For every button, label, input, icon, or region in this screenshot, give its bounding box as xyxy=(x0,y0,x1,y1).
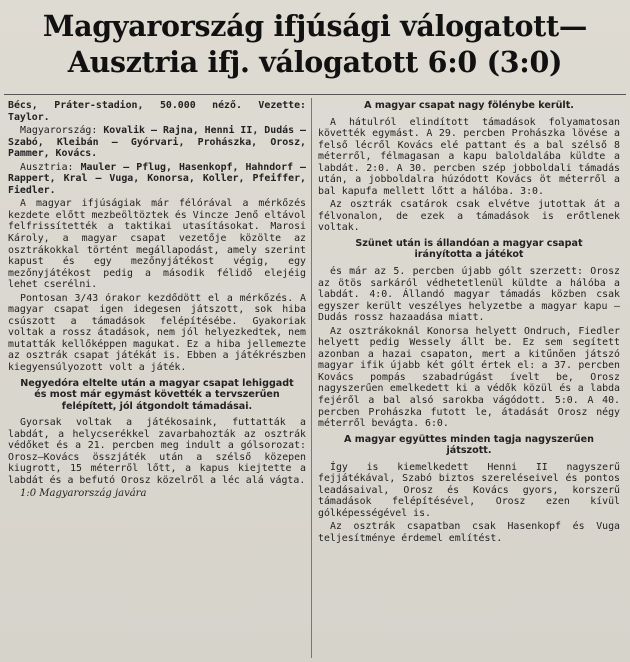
austria-lineup xyxy=(8,162,306,197)
match-venue: Bécs, Práter-stadion, 50.000 néző. Vezette: Taylor. xyxy=(8,100,306,123)
article-paragraph: Így is kiemelkedett Henni II nagyszerű fejjátékával, Szabó biztos szereléseivel és pontos leadásaival, Orosz és Kovács gyors, korszerű támadások felépítésével, Orosz ezen kívül gólképességével is. xyxy=(318,461,620,519)
hungary-players: Kovalik — Rajna, Henni II, Dudás — Szabó, Kleibán — Gyórvari, Prohászka, Orosz, Pammer, Kovács. xyxy=(8,125,307,160)
article-paragraph: Az osztrákoknál Konorsa helyett Ondruch, Fiedler helyett pedig Wessely állt be. Ez sem segített azonban a hazai csapaton, mert a kitűnően játszó magyar ifik újabb két gólt értek el: a 37. percben Kovács pompás szabadrúgást ívelt be, Orosz nagyszerűen emelkedett ki a védők közül és a labda fejéről a bal alsó sarokba vágódott. 5:0. A 40. percben Prohászka futott le, átadását Orosz négy méterről bevágta. 6:0. xyxy=(318,325,620,430)
headline-rule xyxy=(4,94,626,95)
article-paragraph: és már az 5. percben újabb gólt szerzett: Orosz az ötös sarkáról védhetetlenül küldte a hálóba a labdát. 4:0. Állandó magyar támadás közben csak egyszer került veszélyes helyzetbe a magyar kapu — Dudás rossz hazaadása miatt. xyxy=(318,265,620,324)
headline-line-1: Magyarország ifjúsági válogatott— xyxy=(42,9,588,43)
article-paragraph: Az osztrák csatárok csak elvétve jutottak át a félvonalon, de ezek a támadások is erőtlenek voltak. xyxy=(318,199,620,234)
headline-line-2: Ausztria ifj. válogatott 6:0 (3:0) xyxy=(67,45,563,79)
article-paragraph: Gyorsak voltak a játékosaink, futtatták a labdát, a helycserékkel zavarbahozták az osztrák védőket és a 21. percben meg indult a gólsorozat: Orosz—Kovács összjáték után a szélső közepen kiugrott, 15 méterről lőtt, a kapus kiejtette a labdát és a befutó Orosz közelről a léc alá vágta. xyxy=(8,417,306,486)
article-paragraph: Pontosan 3/43 órakor kezdődött el a mérkőzés. A magyar csapat igen idegesen játszott, sok hiba csúszott a támadások felépítésébe. Gyakoriak voltak a rossz átadások, nem jól helyezkedtek, nem mutatták kellőképpen magukat. Ez a hiba jellemezte az osztrák csapat játékát is. Ebben a játékrészben kiegyensúlyozott volt a játék. xyxy=(8,292,306,374)
subheading: A magyar csapat nagy fölénybe került. xyxy=(364,100,574,111)
left-column xyxy=(8,100,306,502)
austria-players: Mauler — Pflug, Hasenkopf, Hahndorf — Rappert, Kral — Vuga, Konorsa, Koller, Pfeiffer, Fiedler. xyxy=(8,161,306,196)
article-paragraph: Az osztrák csapatban csak Hasenkopf és Vuga teljesítménye érdemel említést. xyxy=(318,521,620,544)
hungary-label: Magyarország: xyxy=(20,125,98,137)
subheading: Negyedóra eltelte után a magyar csapat lehiggadt és most már egymást követték a tervszerűen felépített, jól átgondolt támadásai. xyxy=(20,377,294,412)
right-column xyxy=(318,100,620,546)
austria-label: Ausztria: xyxy=(20,161,74,173)
column-divider xyxy=(311,98,312,658)
article-paragraph: A magyar ifjúságiak már félórával a mérkőzés kezdete előtt mezbeöltöztek és Vincze Jenő eltávol felfrissítették a taktikai utasításokat. Marosi Károly, a magyar csapat vezetője közölte az osztrákokkal történt megállapodást, amely szerint kapust és egy mezőnyjátékost végig, egy mezőnyjátékost pedig a második félidő elejéig lehet cserélni. xyxy=(8,198,306,291)
article-paragraph: A hátulról elindított támadások folyamatosan követték egymást. A 29. percben Prohászka lövése a felső lécről Kovács elé pattant és a bal szélső 8 méterről, félmagasan a kapu baloldalába küldte a labdát. 2:0. A 30. percben szép jobboldali támadás után, a jobboldalra húzódott Kovács öt méterről a bal kapufa mellett lőtt a hálóba. 3:0. xyxy=(318,116,620,197)
score-note: 1:0 Magyarország javára xyxy=(20,488,147,500)
hungary-lineup xyxy=(8,125,306,160)
headline xyxy=(4,8,626,80)
subheading: A magyar együttes minden tagja nagyszerűen játszott. xyxy=(344,433,594,457)
subheading: Szünet után is állandóan a magyar csapat irányította a játékot xyxy=(355,237,583,261)
